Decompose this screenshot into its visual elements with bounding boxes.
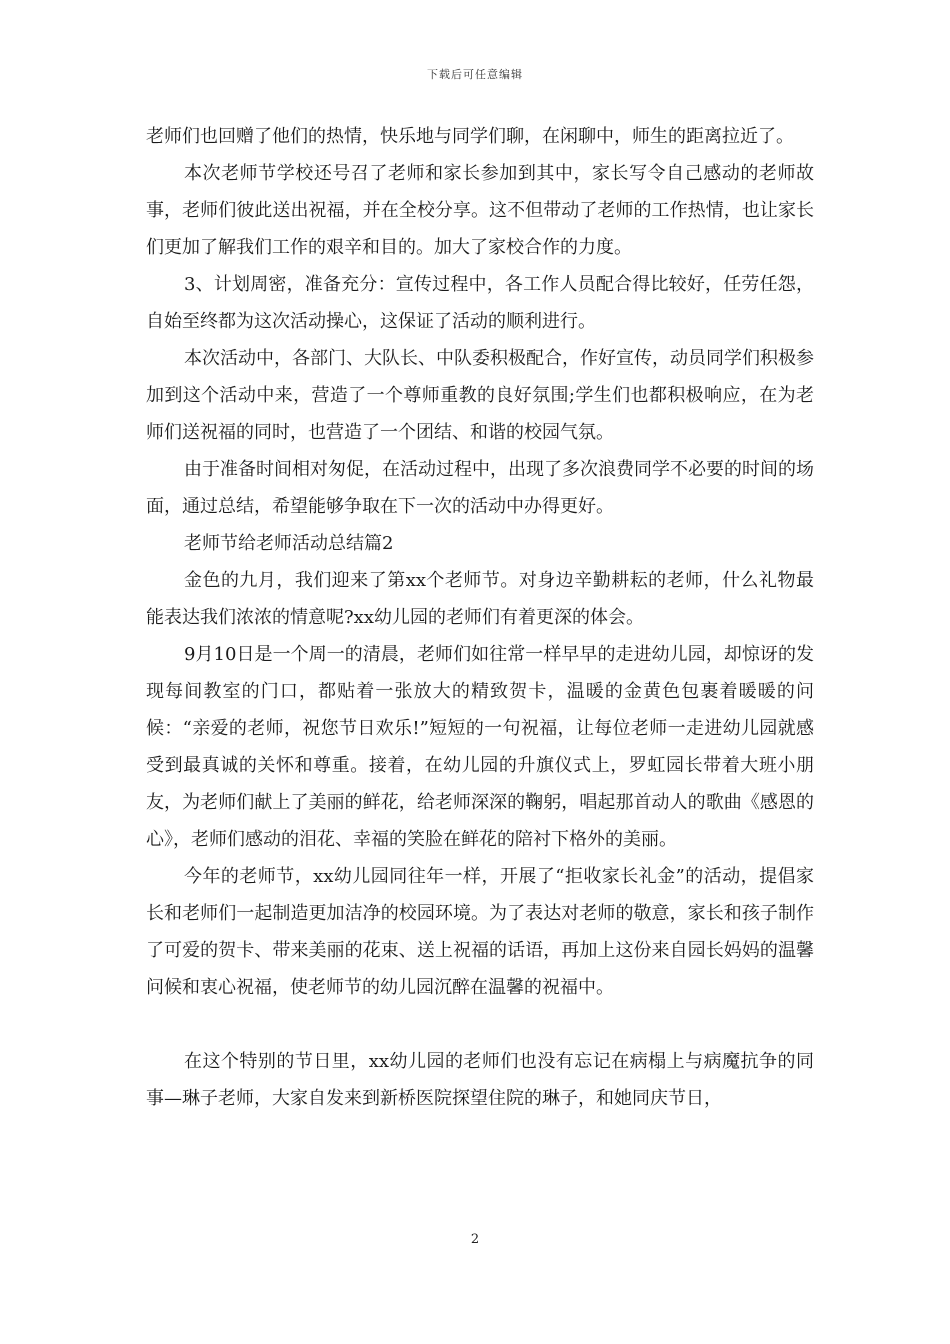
paragraph-spacer xyxy=(146,1006,814,1043)
page-header-note: 下载后可任意编辑 xyxy=(427,68,523,81)
paragraph-9: 在这个特别的节日里，xx幼儿园的老师们也没有忘记在病榻上与病魔抗争的同事—琳子老师，大家自发来到新桥医院探望住院的琳子，和她同庆节日， xyxy=(146,1051,814,1109)
paragraph-8: 今年的老师节，xx幼儿园同往年一样，开展了“拒收家长礼金”的活动，提倡家长和老师们一起制造更加洁净的校园环境。为了表达对老师的敬意，家长和孩子制作了可爱的贺卡、带来美丽的花束、送上祝福的话语，再加上这份来自园长妈妈的温馨问候和衷心祝福，使老师节的幼儿园沉醉在温馨的祝福中。 xyxy=(146,866,814,998)
paragraph-7: 9月10日是一个周一的清晨，老师们如往常一样早早的走进幼儿园，却惊讶的发现每间教室的门口，都贴着一张放大的精致贺卡，温暖的金黄色包裹着暖暖的问候：“亲爱的老师，祝您节日欢乐!”短短的一句祝福，让每位老师一走进幼儿园就感受到最真诚的关怀和尊重。接着，在幼儿园的升旗仪式上，罗虹园长带着大班小朋友，为老师们献上了美丽的鲜花，给老师深深的鞠躬，唱起那首动人的歌曲《感恩的心》，老师们感动的泪花、幸福的笑脸在鲜花的陪衬下格外的美丽。 xyxy=(146,644,814,850)
paragraph-1: 老师们也回赠了他们的热情，快乐地与同学们聊，在闲聊中，师生的距离拉近了。 xyxy=(146,126,794,147)
paragraph-4: 本次活动中，各部门、大队长、中队委积极配合，作好宣传，动员同学们积极参加到这个活动中来，营造了一个尊师重教的良好氛围;学生们也都积极响应，在为老师们送祝福的同时，也营造了一个团结、和谐的校园气氛。 xyxy=(146,348,814,443)
page-number: 2 xyxy=(470,1232,480,1247)
paragraph-5: 由于准备时间相对匆促，在活动过程中，出现了多次浪费同学不必要的时间的场面，通过总结，希望能够争取在下一次的活动中办得更好。 xyxy=(146,459,814,517)
document-body xyxy=(146,118,814,1117)
paragraph-3: 3、计划周密，准备充分：宣传过程中，各工作人员配合得比较好，任劳任怨，自始至终都为这次活动操心，这保证了活动的顺利进行。 xyxy=(146,274,814,332)
paragraph-6: 金色的九月，我们迎来了第xx个老师节。对身边辛勤耕耘的老师，什么礼物最能表达我们浓浓的情意呢?xx幼儿园的老师们有着更深的体会。 xyxy=(146,570,814,628)
section-heading: 老师节给老师活动总结篇2 xyxy=(184,533,394,554)
paragraph-2: 本次老师节学校还号召了老师和家长参加到其中，家长写令自己感动的老师故事，老师们彼此送出祝福，并在全校分享。这不但带动了老师的工作热情，也让家长们更加了解我们工作的艰辛和目的。加大了家校合作的力度。 xyxy=(146,163,814,258)
